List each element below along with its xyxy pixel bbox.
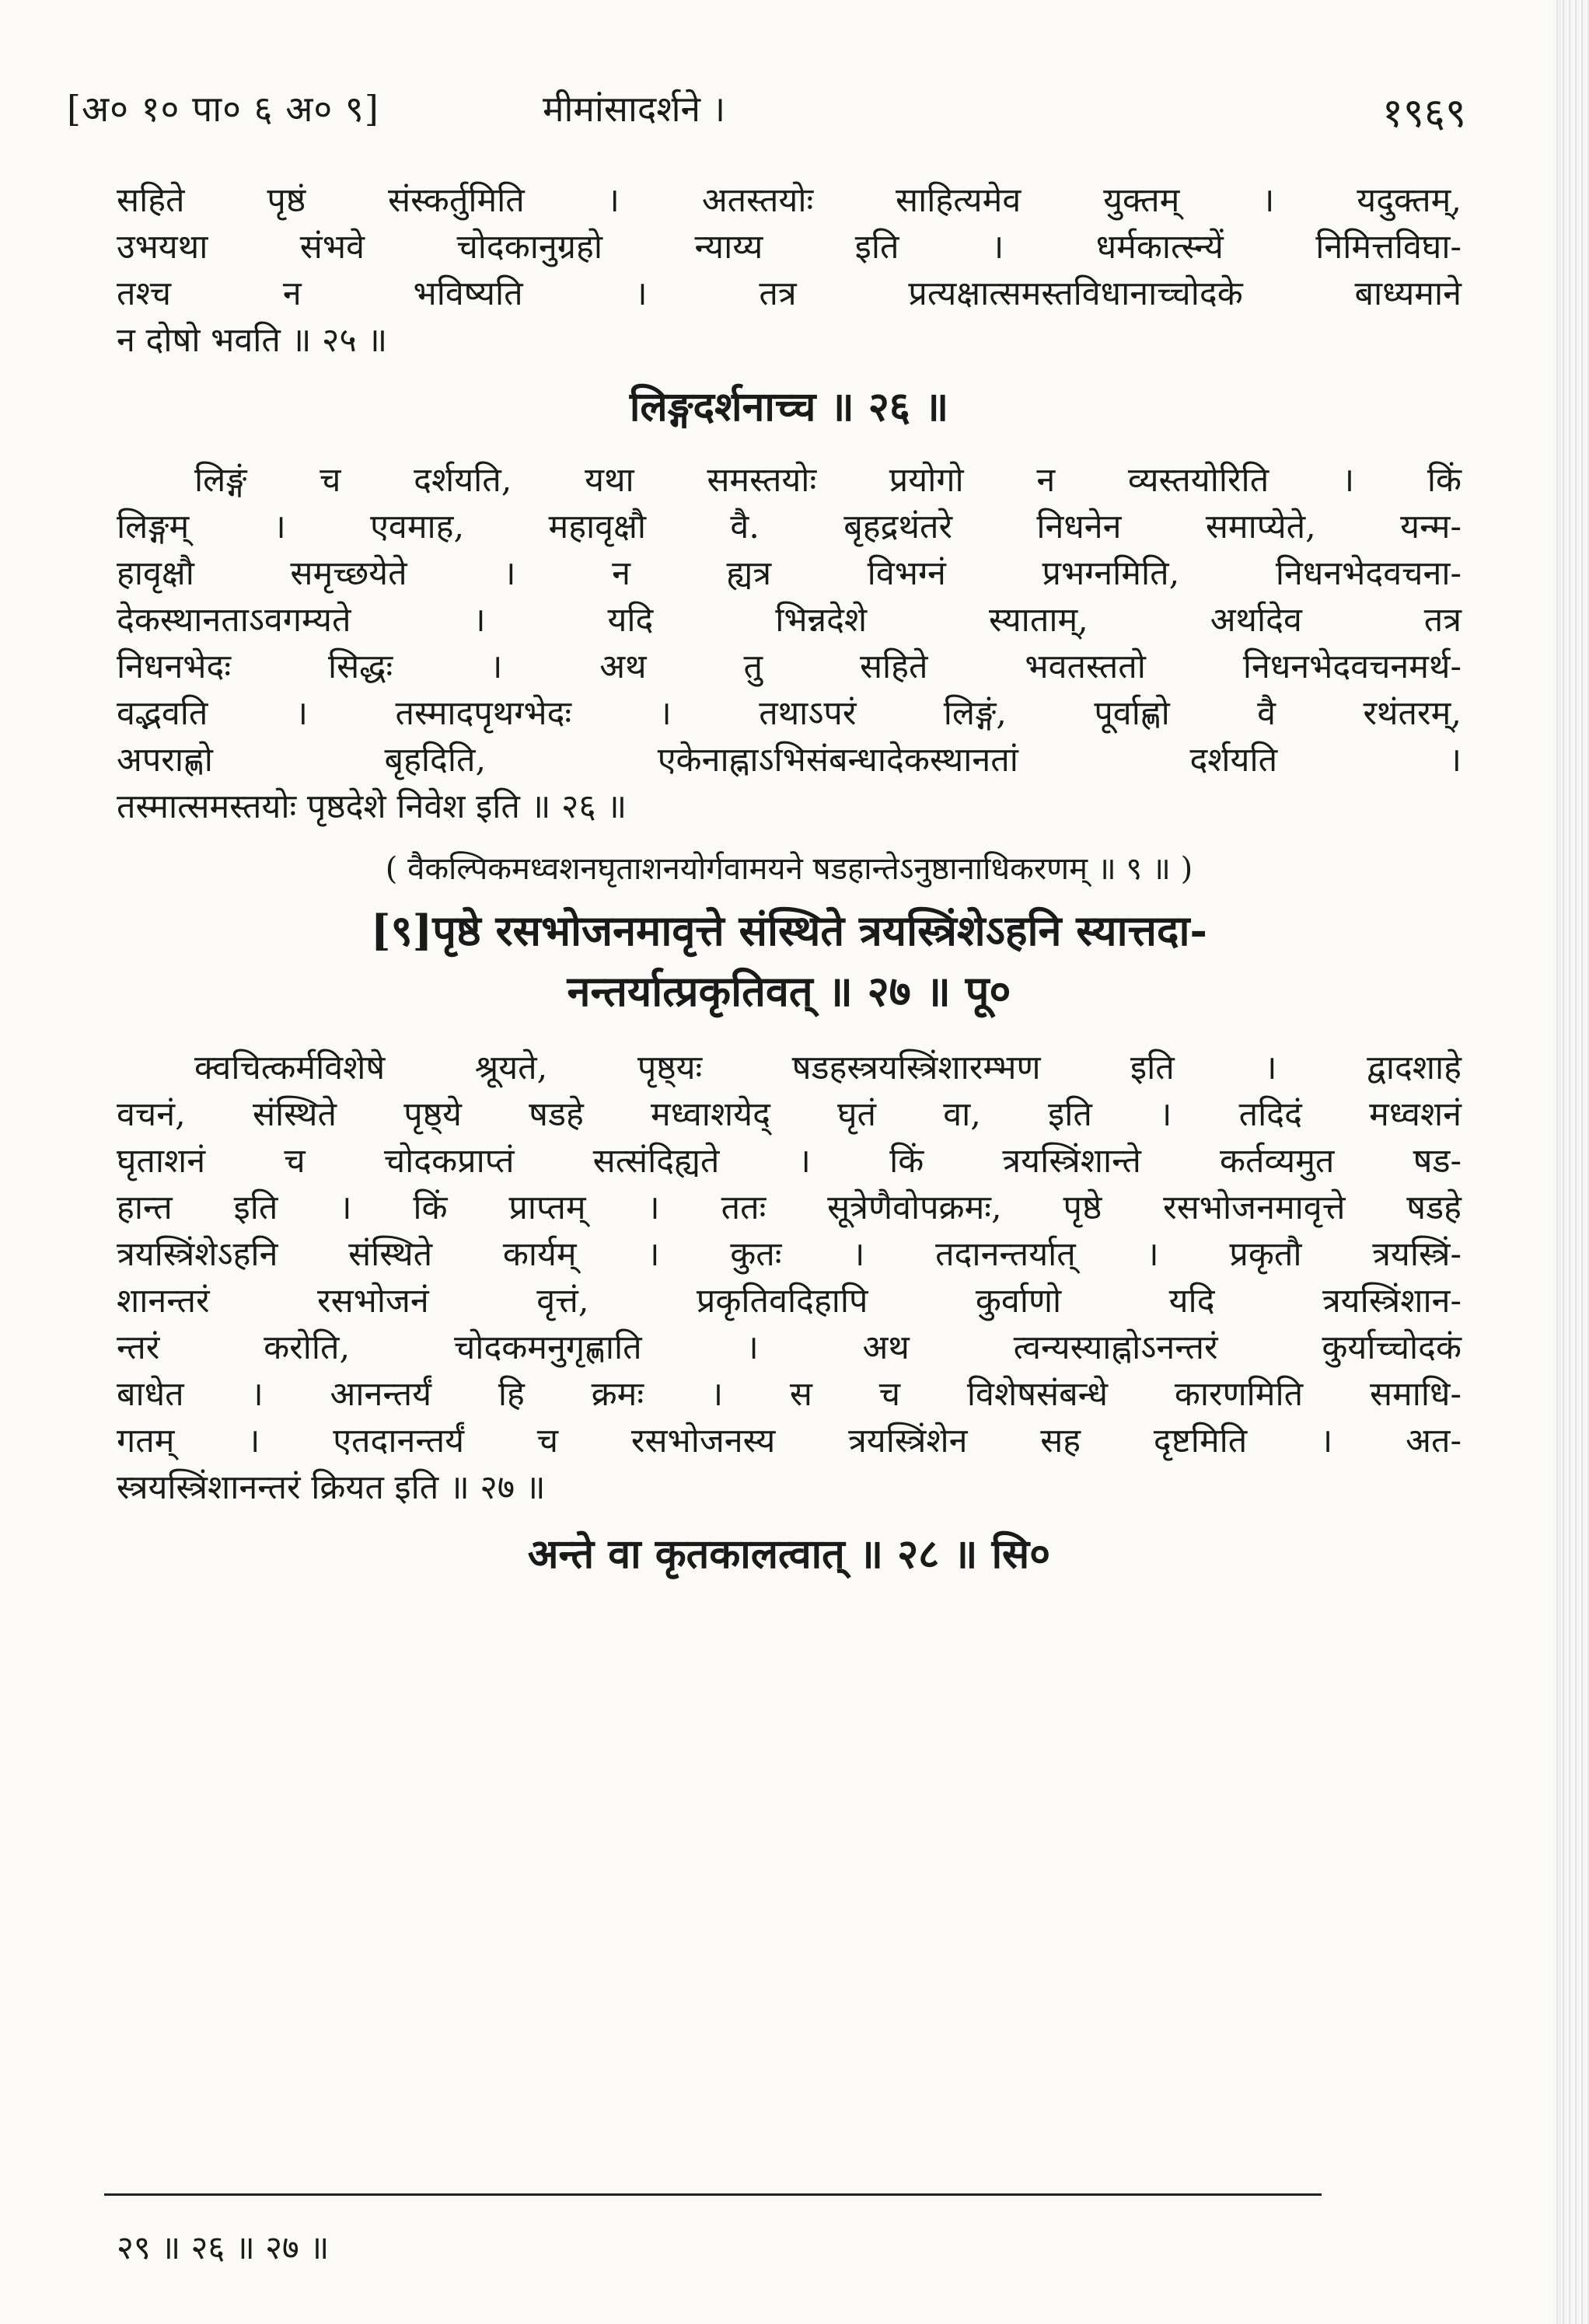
- sutra-27: [117, 900, 1462, 1021]
- commentary-25: [117, 177, 1462, 364]
- text-line: क्वचित्कर्मविशेषे श्रूयते, पृष्ठ्यः षडहस्त्रयस्त्रिंशारम्भण इति । द्वादशाहे: [194, 1049, 1462, 1087]
- header-title: मीमांसादर्शने ।: [543, 88, 726, 130]
- running-header: [67, 84, 1466, 154]
- scan-edge: [1553, 0, 1589, 2324]
- commentary-27: [117, 1045, 1462, 1511]
- footnote: २९ ॥ २६ ॥ २७ ॥: [117, 2228, 330, 2266]
- footnote-rule: [104, 2193, 1322, 2196]
- text-line: लिङ्गम् । एवमाह, महावृक्षौ वै. बृहद्रथंतरे निधनेन समाप्येते, यन्म-: [117, 508, 1462, 546]
- text-line: न्तरं करोति, चोदकमनुगृह्णाति । अथ त्वन्यस्याह्नोऽनन्तरं कुर्याच्चोदकं: [117, 1328, 1462, 1367]
- sutra-line: [९]पृष्ठे रसभोजनमावृत्ते संस्थिते त्रयस्त्रिंशेऽहनि स्यात्तदा-: [371, 906, 1207, 955]
- sutra-26: लिङ्गदर्शनाच्च ॥ २६ ॥: [629, 383, 949, 431]
- text-line: लिङ्गं च दर्शयति, यथा समस्तयोः प्रयोगो न व्यस्तयोरिति । किं: [194, 461, 1462, 500]
- page-body: [117, 177, 1462, 1604]
- text-line: अपराह्णो बृहदिति, एकेनाह्नाऽभिसंबन्धादेकस्थानतां दर्शयति ।: [117, 741, 1462, 780]
- header-reference: [अ० १० पा० ६ अ० ९]: [67, 88, 379, 130]
- text-line: वचनं, संस्थिते पृष्ठ्ये षडहे मध्वाशयेद् घृतं वा, इति । तदिदं मध्वशनं: [117, 1095, 1462, 1134]
- text-line: उभयथा संभवे चोदकानुग्रहो न्याय्य इति । धर्मकात्स्न्यें निमित्तविघा-: [117, 228, 1462, 267]
- text-line: बाधेत । आनन्तर्यं हि क्रमः । स च विशेषसंबन्धे कारणमिति समाधि-: [117, 1375, 1462, 1414]
- text-line: निधनभेदः सिद्धः । अथ तु सहिते भवतस्ततो निधनभेदवचनमर्थ-: [117, 647, 1462, 686]
- page-number: १९६९: [1381, 90, 1466, 137]
- text-line: हावृक्षौ समृच्छयेते । न ह्यत्र विभग्नं प्रभग्नमिति, निधनभेदवचना-: [117, 554, 1462, 593]
- text-line: त्रयस्त्रिंशेऽहनि संस्थिते कार्यम् । कुतः । तदानन्तर्यात् । प्रकृतौ त्रयस्त्रिं-: [117, 1235, 1462, 1274]
- text-line: तश्च न भविष्यति । तत्र प्रत्यक्षात्समस्तविधानाच्चोदके बाध्यमाने: [117, 274, 1462, 313]
- text-line: हान्त इति । किं प्राप्तम् । ततः सूत्रेणैवोपक्रमः, पृष्ठे रसभोजनमावृत्ते षडहे: [117, 1188, 1462, 1227]
- sutra-28: अन्ते वा कृतकालत्वात् ॥ २८ ॥ सि०: [527, 1530, 1051, 1578]
- sutra-line: नन्तर्यात्प्रकृतिवत् ॥ २७ ॥ पू०: [567, 966, 1011, 1016]
- commentary-26: [117, 457, 1462, 830]
- text-line: घृताशनं च चोदकप्राप्तं सत्संदिह्यते । किं त्रयस्त्रिंशान्ते कर्तव्यमुत षड-: [117, 1142, 1462, 1181]
- text-line: तस्मात्समस्तयोः पृष्ठदेशे निवेश इति ॥ २६ ॥: [117, 787, 627, 826]
- adhikarana-title-9: ( वैकल्पिकमध्वशनघृताशनयोर्गवामयने षडहान्तेऽनुष्ठानाधिकरणम् ॥ ९ ॥ ): [385, 851, 1193, 887]
- text-line: गतम् । एतदानन्तर्यं च रसभोजनस्य त्रयस्त्रिंशेन सह दृष्टमिति । अत-: [117, 1422, 1462, 1460]
- text-line: देकस्थानताऽवगम्यते । यदि भिन्नदेशे स्याताम्, अर्थादेव तत्र: [117, 601, 1462, 640]
- text-line: शानन्तरं रसभोजनं वृत्तं, प्रकृतिवदिहापि कुर्वाणो यदि त्रयस्त्रिंशान-: [117, 1282, 1462, 1321]
- text-line: न दोषो भवति ॥ २५ ॥: [117, 321, 388, 360]
- text-line: स्त्रयस्त्रिंशानन्तरं क्रियत इति ॥ २७ ॥: [117, 1468, 546, 1507]
- text-line: वद्भवति । तस्मादपृथग्भेदः । तथाऽपरं लिङ्गं, पूर्वाह्णो वै रथंतरम्,: [117, 694, 1462, 733]
- text-line: सहिते पृष्ठं संस्कर्तुमिति । अतस्तयोः साहित्यमेव युक्तम् । यदुक्तम्,: [117, 181, 1462, 220]
